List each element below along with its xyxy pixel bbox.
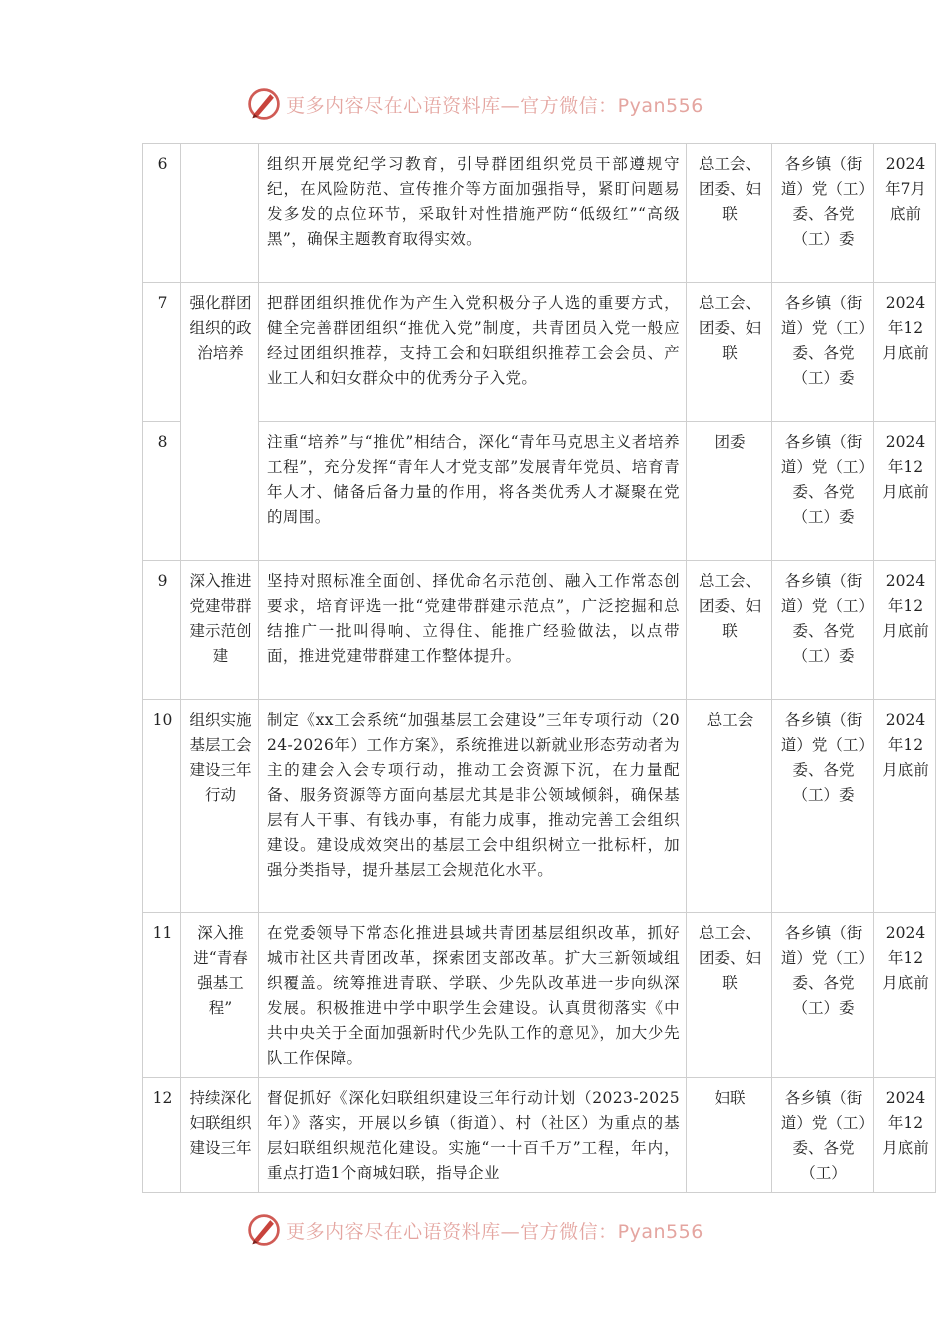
task-title: 深入推进党建带群建示范创建 bbox=[181, 561, 259, 700]
header-watermark bbox=[0, 82, 950, 126]
pen-logo-icon bbox=[246, 1212, 282, 1248]
row-number: 7 bbox=[143, 283, 181, 422]
task-content: 注重“培养”与“推优”相结合，深化“青年马克思主义者培养工程”，充分发挥“青年人才党支部”发展青年党员、培育青年人才、储备后备力量的作用，将各类优秀人才凝聚在党的周围。 bbox=[259, 422, 687, 561]
footer-watermark bbox=[0, 1208, 950, 1252]
table-row bbox=[143, 913, 936, 1078]
lead-unit: 总工会、团委、妇联 bbox=[687, 283, 772, 422]
table-row bbox=[143, 1078, 936, 1193]
lead-unit: 团委 bbox=[687, 422, 772, 561]
table-row bbox=[143, 422, 936, 561]
lead-unit: 妇联 bbox=[687, 1078, 772, 1193]
watermark-text: 更多内容尽在心语资料库—官方微信：Pyan556 bbox=[286, 1220, 704, 1243]
task-content: 制定《xx工会系统“加强基层工会建设”三年专项行动（2024-2026年）工作方案》，系统推进以新就业形态劳动者为主的建会入会专项行动，推动工会资源下沉，在力量配备、服务资源等方面向基层尤其是非公领域倾斜，确保基层有人干事、有钱办事，有能力成事，推动完善工会组织建设。建设成效突出的基层工会中组织树立一批标杆，加强分类指导，提升基层工会规范化水平。 bbox=[259, 700, 687, 913]
task-content: 坚持对照标准全面创、择优命名示范创、融入工作常态创要求，培育评选一批“党建带群建示范点”，广泛挖掘和总结推广一批叫得响、立得住、能推广经验做法，以点带面，推进党建带群建工作整体提升。 bbox=[259, 561, 687, 700]
task-title: 深入推进“青春强基工程” bbox=[181, 913, 259, 1078]
row-number: 12 bbox=[143, 1078, 181, 1193]
responsible-unit: 各乡镇（街道）党（工）委、各党（工）委 bbox=[772, 422, 874, 561]
responsible-unit: 各乡镇（街道）党（工）委、各党（工）委 bbox=[772, 913, 874, 1078]
task-table bbox=[142, 143, 936, 1193]
task-title: 强化群团组织的政治培养 bbox=[181, 283, 259, 561]
table-row bbox=[143, 700, 936, 913]
lead-unit: 总工会、团委、妇联 bbox=[687, 913, 772, 1078]
deadline: 2024年7月底前 bbox=[874, 144, 936, 283]
responsible-unit: 各乡镇（街道）党（工）委、各党（工）委 bbox=[772, 144, 874, 283]
deadline: 2024年12月底前 bbox=[874, 422, 936, 561]
watermark-text: 更多内容尽在心语资料库—官方微信：Pyan556 bbox=[286, 94, 704, 117]
responsible-unit: 各乡镇（街道）党（工）委、各党（工） bbox=[772, 1078, 874, 1193]
pen-logo-icon bbox=[246, 86, 282, 122]
task-title: 持续深化妇联组织建设三年 bbox=[181, 1078, 259, 1193]
task-content: 督促抓好《深化妇联组织建设三年行动计划（2023-2025年）》落实，开展以乡镇（街道）、村（社区）为重点的基层妇联组织规范化建设。实施“一十百千万”工程，年内，重点打造1个商城妇联，指导企业 bbox=[259, 1078, 687, 1193]
deadline: 2024年12月底前 bbox=[874, 561, 936, 700]
table-row bbox=[143, 561, 936, 700]
row-number: 6 bbox=[143, 144, 181, 283]
deadline: 2024年12月底前 bbox=[874, 1078, 936, 1193]
responsible-unit: 各乡镇（街道）党（工）委、各党（工）委 bbox=[772, 283, 874, 422]
responsible-unit: 各乡镇（街道）党（工）委、各党（工）委 bbox=[772, 700, 874, 913]
table-row bbox=[143, 283, 936, 422]
task-title bbox=[181, 144, 259, 283]
row-number: 10 bbox=[143, 700, 181, 913]
lead-unit: 总工会、团委、妇联 bbox=[687, 144, 772, 283]
row-number: 9 bbox=[143, 561, 181, 700]
lead-unit: 总工会 bbox=[687, 700, 772, 913]
task-content: 在党委领导下常态化推进县域共青团基层组织改革，抓好城市社区共青团改革，探索团支部改革。扩大三新领域组织覆盖。统筹推进青联、学联、少先队改革进一步向纵深发展。积极推进中学中职学生会建设。认真贯彻落实《中共中央关于全面加强新时代少先队工作的意见》，加大少先队工作保障。 bbox=[259, 913, 687, 1078]
task-content: 组织开展党纪学习教育，引导群团组织党员干部遵规守纪，在风险防范、宣传推介等方面加强指导，紧盯问题易发多发的点位环节，采取针对性措施严防“低级红”“高级黑”，确保主题教育取得实效。 bbox=[259, 144, 687, 283]
lead-unit: 总工会、团委、妇联 bbox=[687, 561, 772, 700]
task-content: 把群团组织推优作为产生入党积极分子人选的重要方式，健全完善群团组织“推优入党”制度，共青团员入党一般应经过团组织推荐，支持工会和妇联组织推荐工会会员、产业工人和妇女群众中的优秀分子入党。 bbox=[259, 283, 687, 422]
row-number: 8 bbox=[143, 422, 181, 561]
deadline: 2024年12月底前 bbox=[874, 913, 936, 1078]
row-number: 11 bbox=[143, 913, 181, 1078]
task-title: 组织实施基层工会建设三年行动 bbox=[181, 700, 259, 913]
deadline: 2024年12月底前 bbox=[874, 283, 936, 422]
deadline: 2024年12月底前 bbox=[874, 700, 936, 913]
responsible-unit: 各乡镇（街道）党（工）委、各党（工）委 bbox=[772, 561, 874, 700]
table-row bbox=[143, 144, 936, 283]
